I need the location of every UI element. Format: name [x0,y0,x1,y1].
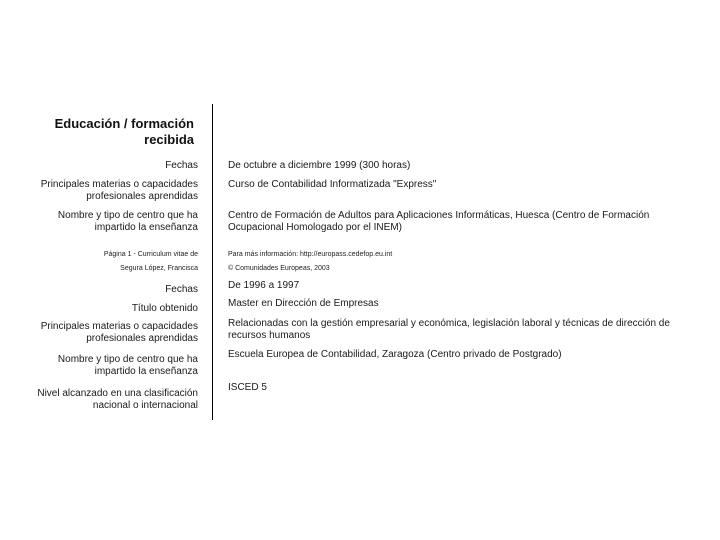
entry1-centro-label [58,210,198,234]
entry2-materias-value: Relacionadas con la gestión empresarial y económica, legislación laboral y técnicas de dirección de recursos humanos [228,318,670,341]
footer-author-name: Segura López, Francisca [120,265,198,272]
page-footer-left [104,250,198,273]
entry2-titulo-label: Título obtenido [131,303,198,314]
entry2-centro-label-line2: impartido la enseñanza [94,366,198,377]
page-footer-right [228,250,392,273]
entry2-nivel-label-line1: Nivel alcanzado en una clasificación [37,388,198,399]
section-title-line2: recibida [144,132,194,147]
entry2-titulo-value: Master en Dirección de Empresas [228,298,379,309]
entry1-fechas-label: Fechas [165,160,198,171]
entry1-centro-value: Centro de Formación de Adultos para Aplicaciones Informáticas, Huesca (Centro de Formación Ocupacional Homologado por el INEM) [228,210,650,233]
section-divider [212,104,213,420]
section-title [55,116,194,148]
entry2-nivel-value: ISCED 5 [228,382,267,393]
entry2-materias-label-line2: profesionales aprendidas [86,333,198,344]
entry1-materias-label [41,179,198,203]
entry2-centro-label-line1: Nombre y tipo de centro que ha [57,354,198,365]
entry1-centro-label-line2: impartido la enseñanza [94,222,198,233]
entry1-materias-label-line2: profesionales aprendidas [86,191,198,202]
entry2-fechas-value: De 1996 a 1997 [228,280,300,291]
footer-page-number: Página 1 - Curriculum vitae de [103,251,198,258]
entry2-materias-label [41,321,198,345]
entry2-centro-label [58,354,198,378]
footer-copyright: © Comunidades Europeas, 2003 [228,265,330,272]
entry2-fechas-label: Fechas [165,284,198,295]
entry1-centro-label-line1: Nombre y tipo de centro que ha [57,210,198,221]
entry1-fechas-value: De octubre a diciembre 1999 (300 horas) [228,160,411,171]
footer-info-link[interactable]: Para más información: http://europass.cedefop.eu.int [228,251,393,258]
entry1-materias-label-line1: Principales materias o capacidades [40,179,198,190]
section-title-line1: Educación / formación [54,116,194,131]
entry2-centro-value: Escuela Europea de Contabilidad, Zaragoza (Centro privado de Postgrado) [228,349,562,360]
entry2-materias-label-line1: Principales materias o capacidades [40,321,198,332]
entry2-nivel-label [37,388,198,412]
entry2-nivel-label-line2: nacional o internacional [92,400,198,411]
entry1-materias-value: Curso de Contabilidad Informatizada "Express" [228,179,437,190]
